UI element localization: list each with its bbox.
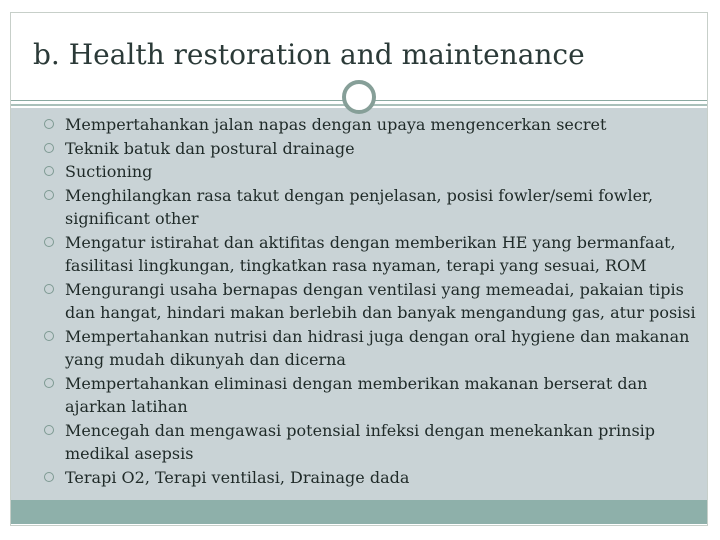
circle-bullet-icon <box>44 378 54 388</box>
list-item <box>44 113 704 137</box>
list-item-text: Mencegah dan mengawasi potensial infeksi dengan menekankan prinsip medikal asepsis <box>65 420 656 463</box>
list-item-text: Mempertahankan nutrisi dan hidrasi juga dengan oral hygiene dan makanan yang mudah dikunyah dan dicerna <box>65 326 690 369</box>
list-item-text: Mengurangi usaha bernapas dengan ventilasi yang memeadai, pakaian tipis dan hangat, hindari makan berlebih dan banyak mengandung gas, atur posisi <box>65 279 696 322</box>
list-item-text: Terapi O2, Terapi ventilasi, Drainage dada <box>65 467 410 487</box>
slide-title: b. Health restoration and maintenance <box>33 38 585 71</box>
list-item <box>44 372 704 419</box>
list-item <box>44 137 704 161</box>
circle-bullet-icon <box>44 166 54 176</box>
circle-bullet-icon <box>44 143 54 153</box>
circle-bullet-icon <box>44 190 54 200</box>
list-item-text: Suctioning <box>65 162 153 181</box>
list-item <box>44 278 704 325</box>
list-item <box>44 466 704 490</box>
bullet-list <box>44 113 704 489</box>
list-item <box>44 231 704 278</box>
list-item-text: Menghilangkan rasa takut dengan penjelasan, posisi fowler/semi fowler, significant other <box>65 185 654 228</box>
circle-bullet-icon <box>44 425 54 435</box>
list-item <box>44 419 704 466</box>
decorative-circle-icon <box>342 80 376 114</box>
list-item <box>44 184 704 231</box>
list-item-text: Mengatur istirahat dan aktifitas dengan memberikan HE yang bermanfaat, fasilitasi lingkungan, tingkatkan rasa nyaman, terapi yang sesuai, ROM <box>65 232 676 275</box>
list-item <box>44 160 704 184</box>
circle-bullet-icon <box>44 331 54 341</box>
list-item-text: Mempertahankan eliminasi dengan memberikan makanan berserat dan ajarkan latihan <box>65 373 648 416</box>
circle-bullet-icon <box>44 472 54 482</box>
footer-band <box>11 500 707 524</box>
circle-bullet-icon <box>44 284 54 294</box>
list-item-text: Mempertahankan jalan napas dengan upaya mengencerkan secret <box>65 115 607 134</box>
list-item <box>44 325 704 372</box>
list-item-text: Teknik batuk dan postural drainage <box>65 138 355 158</box>
circle-bullet-icon <box>44 119 54 129</box>
circle-bullet-icon <box>44 237 54 247</box>
